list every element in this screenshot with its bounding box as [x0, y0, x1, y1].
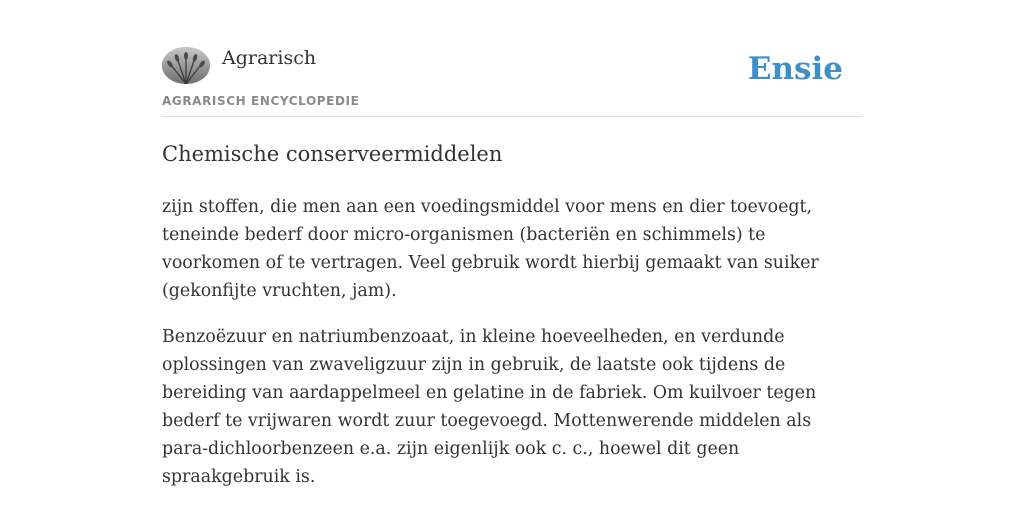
- article-body: [162, 193, 862, 509]
- brand-logo[interactable]: Ensie: [747, 51, 843, 87]
- paragraph: zijn stoffen, die men aan een voedingsmiddel voor mens en dier toevoegt, teneinde bederf door micro-organismen (bacteriën en schimmels) te voorkomen of te vertragen. Veel gebruik wordt hierbij gemaakt van suiker (gekonfijte vruchten, jam).: [162, 197, 819, 301]
- wheat-icon[interactable]: [162, 47, 210, 84]
- source-subtitle: AGRARISCH ENCYCLOPEDIE: [162, 94, 360, 108]
- source-name[interactable]: Agrarisch: [222, 47, 317, 69]
- paragraph: Benzoëzuur en natriumbenzoaat, in kleine hoeveelheden, en verdunde oplossingen van zwaveligzuur zijn in gebruik, de laatste ook tijdens de bereiding van aardappelmeel en gelatine in de fabriek. Om kuilvoer tegen bederf te vrijwaren wordt zuur toegevoegd. Mottenwerende middelen als para-dichloorbenzeen e.a. zijn eigenlijk ook c. c., hoewel dit geen spraakgebruik is.: [162, 327, 817, 487]
- header: [162, 40, 862, 117]
- page-title: Chemische conserveermiddelen: [162, 142, 503, 166]
